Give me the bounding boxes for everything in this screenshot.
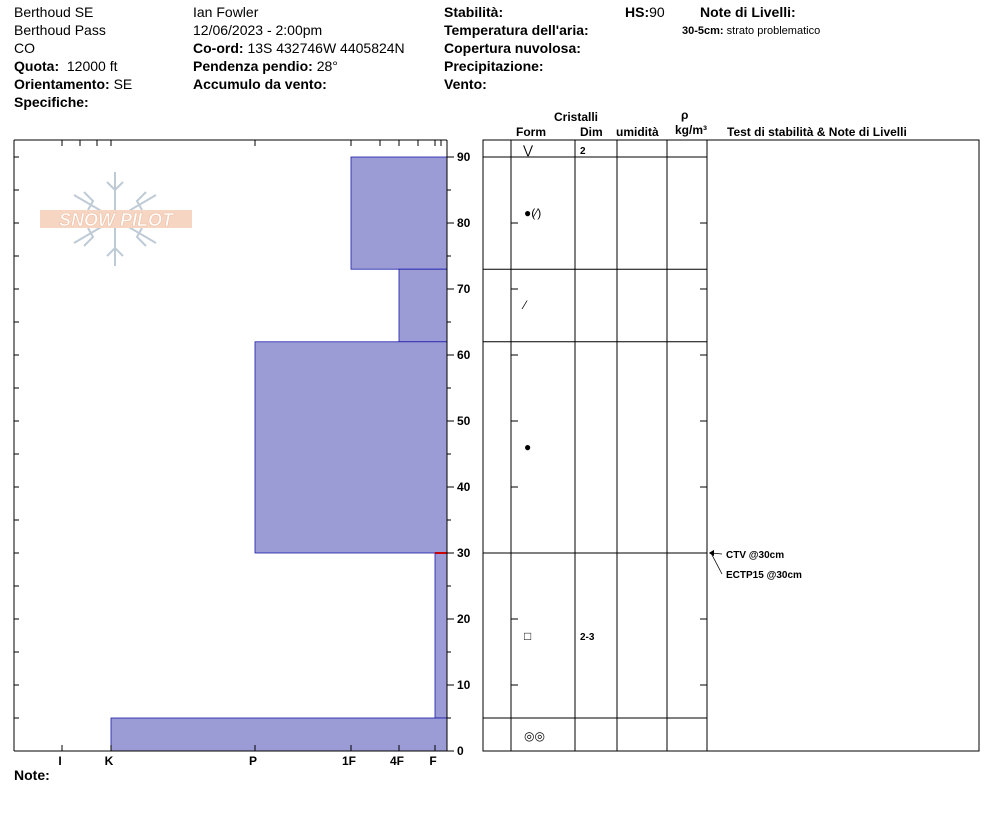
datetime: 12/06/2023 - 2:00pm	[193, 22, 323, 38]
hardness-label: K	[104, 754, 114, 768]
test-pointer	[711, 553, 722, 574]
slope-value: 28°	[316, 58, 338, 74]
hardness-bar-4	[111, 718, 447, 751]
hs-label: HS:	[625, 4, 650, 20]
hardness-label: 4F	[389, 754, 405, 768]
y-tick-label: 40	[457, 480, 471, 494]
snowpilot-logo	[40, 172, 192, 266]
tests-header: Test di stabilità & Note di Livelli	[727, 125, 907, 139]
y-tick-label: 20	[457, 612, 471, 626]
y-tick-label: 70	[457, 282, 471, 296]
y-tick-label: 10	[457, 678, 471, 692]
hardness-label: P	[248, 754, 258, 768]
hardness-bar-0	[351, 157, 447, 269]
y-tick-label: 50	[457, 414, 471, 428]
wind-label: Vento:	[444, 76, 487, 92]
rho-header: ρ	[681, 108, 689, 122]
surface-form-symbol: ⋁	[523, 143, 533, 157]
coord-value: 13S 432746W 4405824N	[247, 40, 405, 56]
wind-load-label: Accumulo da vento:	[193, 76, 327, 92]
orient-label: Orientamento:	[14, 76, 110, 92]
moisture-header: umidità	[616, 125, 659, 139]
layer-form-symbol: □	[524, 629, 532, 643]
form-header: Form	[516, 125, 546, 139]
note-label: Note:	[14, 767, 50, 783]
hardness-bar-3	[435, 553, 447, 718]
hs-value: 90	[649, 4, 665, 20]
stability-test-label: CTV @30cm	[726, 550, 785, 561]
cloud-label: Copertura nuvolosa:	[444, 40, 581, 56]
layer-notes-label: Note di Livelli:	[700, 4, 796, 20]
crystals-header: Cristalli	[554, 110, 599, 124]
stability-test-label: ECTP15 @30cm	[726, 570, 802, 581]
air-temp-label: Temperatura dell'aria:	[444, 22, 589, 38]
coord-label: Co-ord:	[193, 40, 244, 56]
hardness-bar-1	[399, 269, 447, 342]
hardness-profile	[14, 140, 471, 768]
layer-form-symbol: ●	[524, 440, 532, 454]
layer-size: 2-3	[580, 632, 595, 643]
test-arrow	[709, 550, 714, 556]
slope-label: Pendenza pendio:	[193, 58, 313, 74]
surface-size: 2	[580, 146, 586, 157]
y-tick-label: 60	[457, 348, 471, 362]
orient-value: SE	[113, 76, 133, 92]
layer-form-symbol: ●(⁄)	[524, 206, 542, 220]
quota-label: Quota:	[14, 58, 60, 74]
table-frame	[483, 140, 979, 751]
quota-value: 12000 ft	[66, 58, 118, 74]
y-tick-label: 30	[457, 546, 471, 560]
observer: Ian Fowler	[193, 4, 259, 20]
size-header: Dim	[580, 125, 603, 139]
pass-name: Berthoud Pass	[14, 22, 106, 38]
specifiche-label: Specifiche:	[14, 94, 89, 110]
layer-form-symbol: ⁄	[524, 298, 527, 312]
state: CO	[14, 40, 35, 56]
y-tick-label: 90	[457, 150, 471, 164]
location: Berthoud SE	[14, 4, 94, 20]
stability-label: Stabilità:	[444, 4, 504, 20]
hardness-label: 1F	[341, 754, 357, 768]
layer-note-text: strato problematico	[726, 25, 821, 37]
hardness-bar-2	[255, 342, 447, 553]
hardness-label: I	[58, 754, 62, 768]
layer-table	[483, 140, 979, 751]
precip-label: Precipitazione:	[444, 58, 544, 74]
hardness-label: F	[429, 754, 437, 768]
y-tick-label: 0	[457, 744, 464, 758]
layer-form-symbol: ◎◎	[524, 729, 545, 743]
y-tick-label: 80	[457, 216, 471, 230]
layer-note-depth: 30-5cm:	[682, 25, 724, 37]
density-unit-header: kg/m³	[675, 123, 708, 137]
logo-text: SNOW PILOT	[59, 210, 173, 230]
